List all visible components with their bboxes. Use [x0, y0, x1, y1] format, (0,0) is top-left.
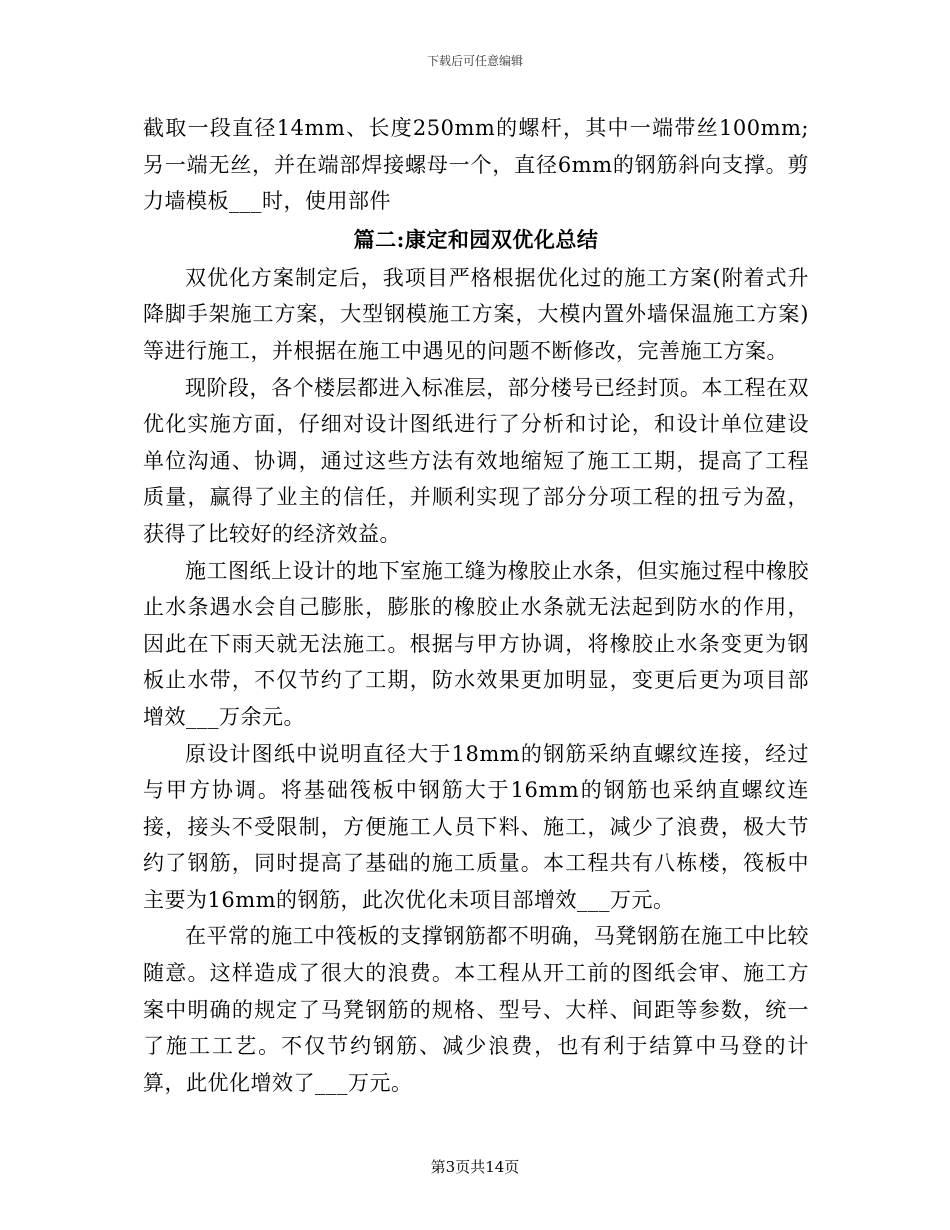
document-body [143, 110, 809, 1101]
body-paragraph: 在平常的施工中筏板的支撑钢筋都不明确，马凳钢筋在施工中比较随意。这样造成了很大的浪费。本工程从开工前的图纸会审、施工方案中明确的规定了马凳钢筋的规格、型号、大样、间距等参数，统一了施工工艺。不仅节约钢筋、减少浪费，也有利于结算中马登的计算，此优化增效了___万元。 [143, 924, 809, 1095]
lead-paragraph: 截取一段直径14mm、长度250mm的螺杆，其中一端带丝100mm;另一端无丝，并在端部焊接螺母一个，直径6mm的钢筋斜向支撑。剪力墙模板___时，使用部件 [143, 116, 809, 214]
body-paragraph: 原设计图纸中说明直径大于18mm的钢筋采纳直螺纹连接，经过与甲方协调。将基础筏板中钢筋大于16mm的钢筋也采纳直螺纹连接，接头不受限制，方便施工人员下料、施工，减少了浪费，极大节约了钢筋，同时提高了基础的施工质量。本工程共有八栋楼，筏板中主要为16mm的钢筋，此次优化未项目部增效___万元。 [143, 741, 809, 912]
body-paragraph: 施工图纸上设计的地下室施工缝为橡胶止水条，但实施过程中橡胶止水条遇水会自己膨胀，膨胀的橡胶止水条就无法起到防水的作用，因此在下雨天就无法施工。根据与甲方协调，将橡胶止水条变更为钢板止水带，不仅节约了工期，防水效果更加明显，变更后更为项目部增效___万余元。 [143, 558, 809, 729]
page-header-note: 下载后可任意编辑 [426, 54, 523, 68]
body-paragraph: 现阶段，各个楼层都进入标准层，部分楼号已经封顶。本工程在双优化实施方面，仔细对设计图纸进行了分析和讨论，和设计单位建设单位沟通、协调，通过这些方法有效地缩短了施工工期，提高了工程质量，赢得了业主的信任，并顺利实现了部分分项工程的扭亏为盈，获得了比较好的经济效益。 [143, 375, 809, 546]
page-number: 第3页共14页 [430, 1158, 520, 1176]
section-title: 篇二:康定和园双优化总结 [353, 226, 599, 252]
body-paragraph: 双优化方案制定后，我项目严格根据优化过的施工方案(附着式升降脚手架施工方案，大型钢模施工方案，大模内置外墙保温施工方案)等进行施工，并根据在施工中遇见的问题不断修改，完善施工方案。 [143, 265, 809, 363]
